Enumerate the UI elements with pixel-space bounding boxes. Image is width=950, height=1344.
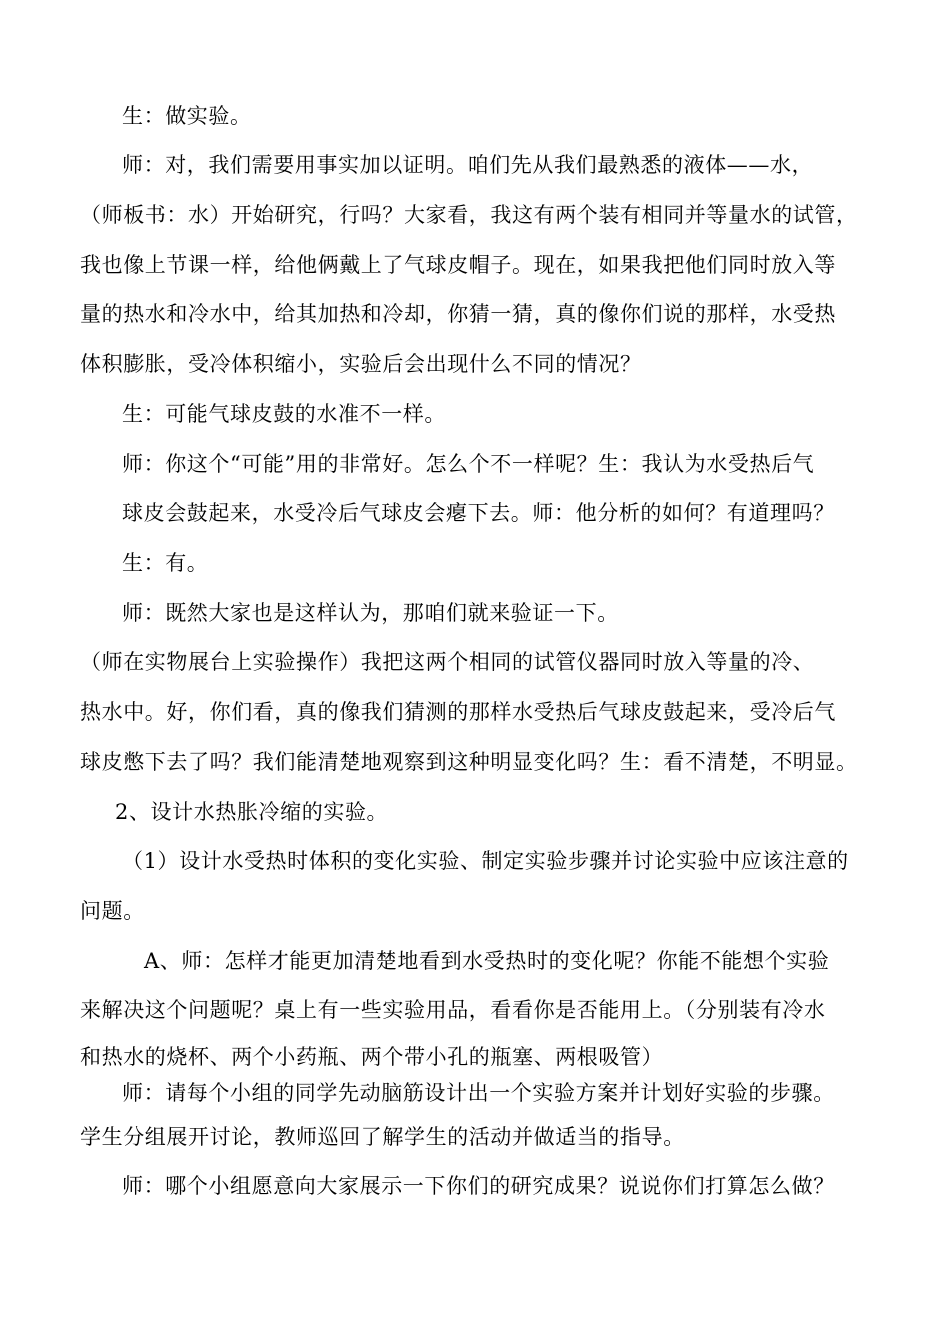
- text-line: 热水中。好，你们看，真的像我们猜测的那样水受热后气球皮鼓起来，受冷后气: [80, 700, 836, 724]
- text-line: 生：有。: [122, 551, 209, 575]
- text-line: 我也像上节课一样，给他俩戴上了气球皮帽子。现在，如果我把他们同时放入等: [80, 253, 836, 277]
- text-line: 师：既然大家也是这样认为，那咱们就来验证一下。: [122, 601, 619, 625]
- text-line: 问题。: [80, 899, 145, 923]
- text-line: 师：请每个小组的同学先动脑筋设计出一个实验方案并计划好实验的步骤。: [122, 1081, 835, 1105]
- text-line: （师在实物展台上实验操作）我把这两个相同的试管仪器同时放入等量的冷、: [80, 650, 815, 674]
- text-line: 师：哪个小组愿意向大家展示一下你们的研究成果？说说你们打算怎么做？: [122, 1174, 835, 1198]
- text-line: 体积膨胀，受冷体积缩小，实验后会出现什么不同的情况？: [80, 352, 642, 376]
- text-line: 学生分组展开讨论，教师巡回了解学生的活动并做适当的指导。: [80, 1125, 685, 1149]
- text-line: 球皮会鼓起来，水受冷后气球皮会瘪下去。师：他分析的如何？有道理吗？: [122, 501, 835, 525]
- text-line: （师板书：水）开始研究，行吗？大家看，我这有两个装有相同并等量水的试管，: [80, 203, 858, 227]
- text-line: （1）设计水受热时体积的变化实验、制定实验步骤并讨论实验中应该注意的: [122, 849, 849, 873]
- text-line: 生：做实验。: [122, 104, 252, 128]
- text-line: 来解决这个问题呢？桌上有一些实验用品，看看你是否能用上。（分别装有冷水: [80, 998, 826, 1022]
- text-line: A、师：怎样才能更加清楚地看到水受热时的变化呢？你能不能想个实验: [144, 949, 830, 973]
- text-line: 师：对，我们需要用事实加以证明。咱们先从我们最熟悉的液体——水，: [122, 153, 814, 177]
- text-line: 量的热水和冷水中，给其加热和冷却，你猜一猜，真的像你们说的那样，水受热: [80, 302, 836, 326]
- text-line: 球皮憋下去了吗？我们能清楚地观察到这种明显变化吗？生：看不清楚，不明显。: [80, 750, 858, 774]
- text-line: 和热水的烧杯、两个小药瓶、两个带小孔的瓶塞、两根吸管）: [80, 1045, 664, 1069]
- text-line: 生：可能气球皮鼓的水准不一样。: [122, 402, 446, 426]
- text-line: 2、设计水热胀冷缩的实验。: [115, 800, 389, 824]
- text-line: 师：你这个“可能”用的非常好。怎么个不一样呢？生：我认为水受热后气: [122, 452, 815, 476]
